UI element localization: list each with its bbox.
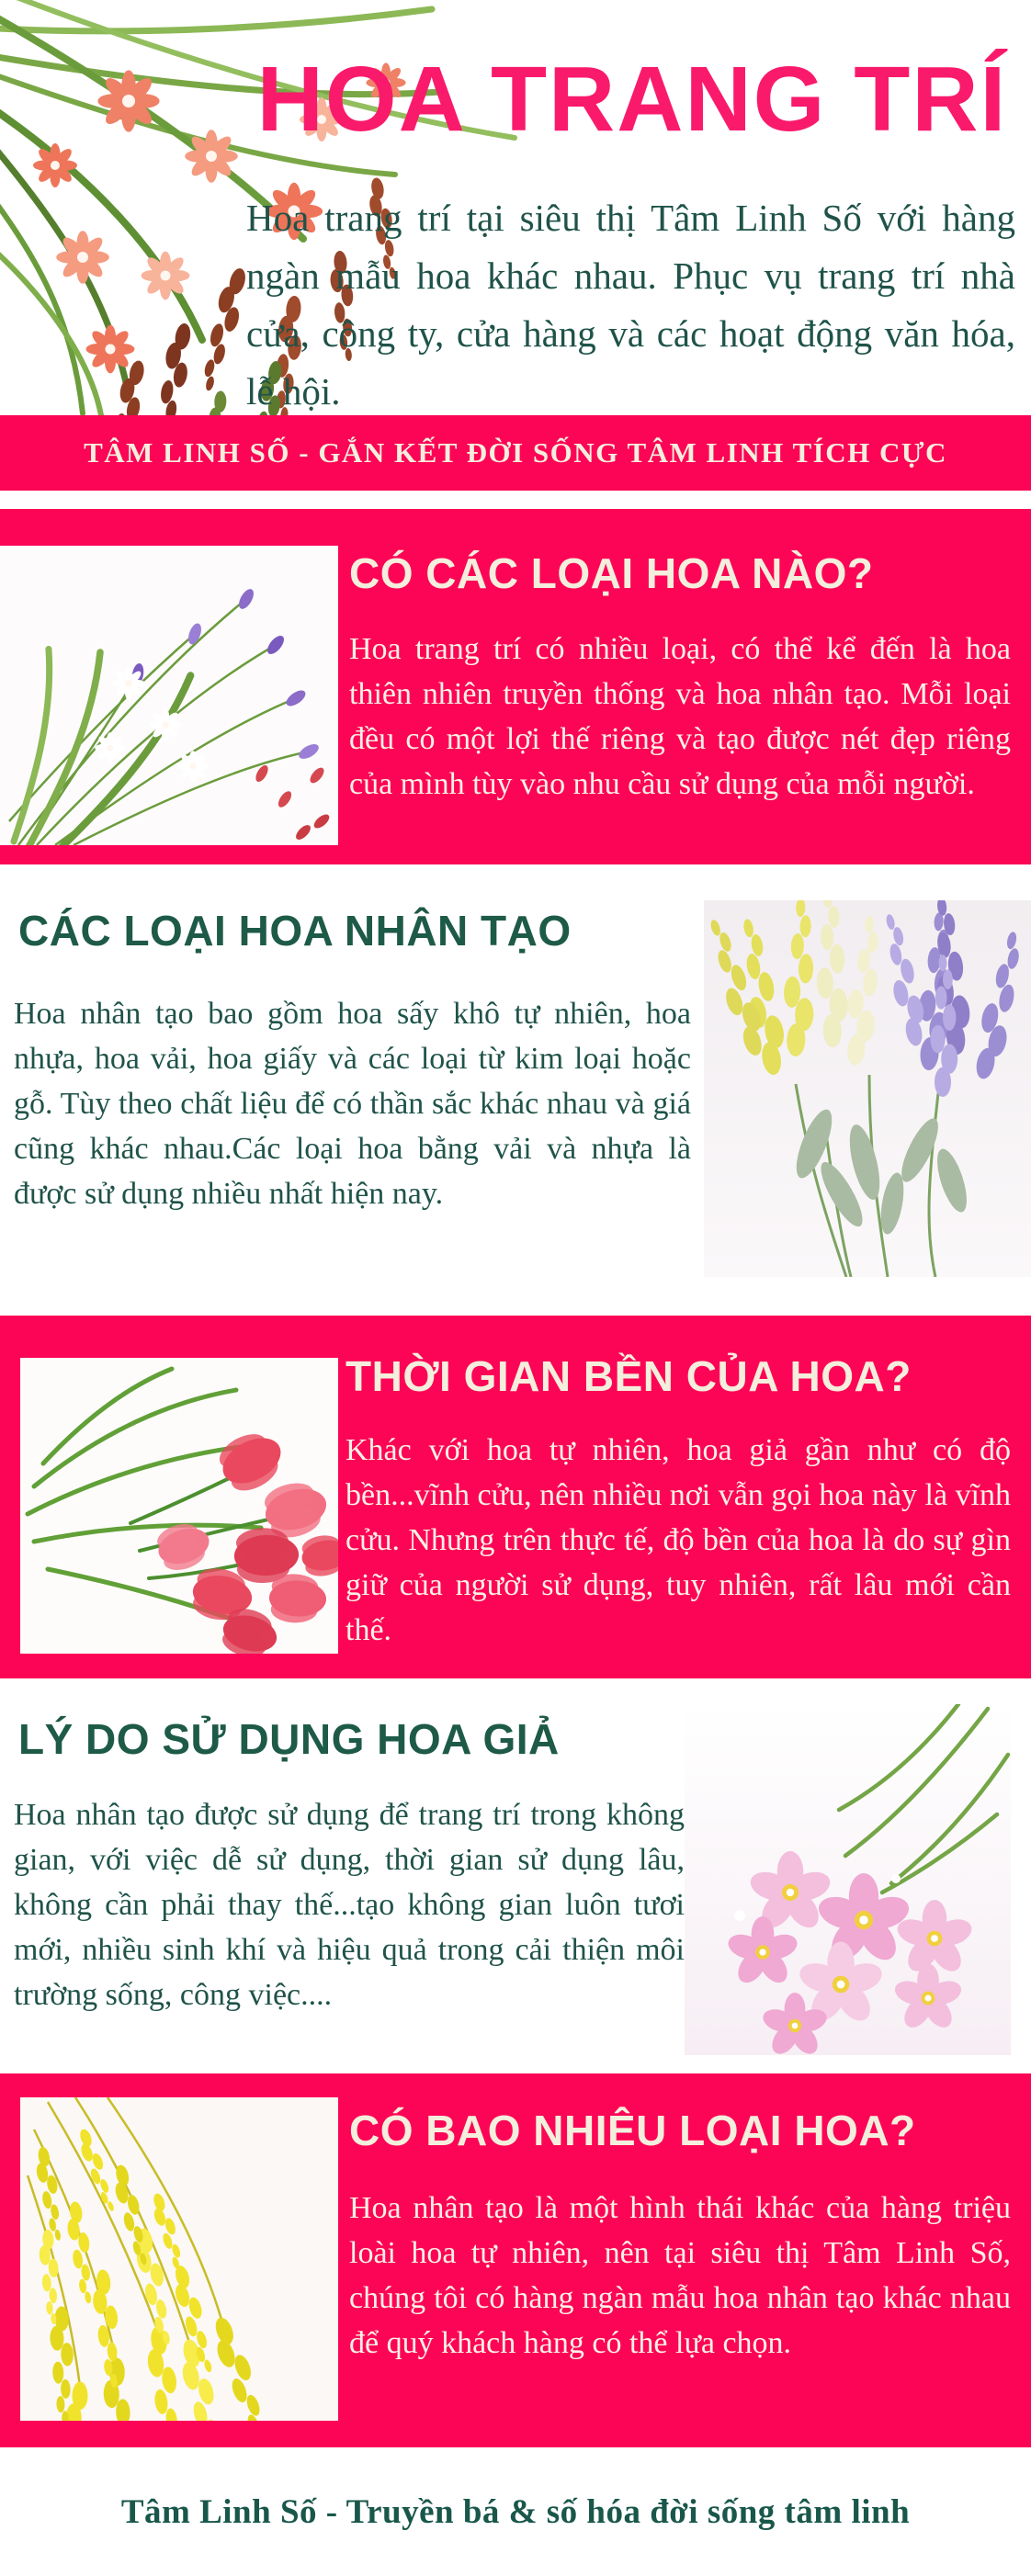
section-title: THỜI GIAN BỀN CỦA HOA? <box>346 1352 912 1400</box>
section-divider <box>0 491 1031 509</box>
lavender-bunches-illustration <box>704 900 1031 1277</box>
wildflower-bouquet-illustration <box>0 546 338 845</box>
yellow-rice-spray-illustration <box>20 2097 338 2421</box>
red-tulip-illustration <box>20 1358 338 1654</box>
pink-orchid-flowers-photo <box>685 1704 1011 2055</box>
purple-red-wildflower-bouquet-photo <box>0 546 338 845</box>
section-reasons <box>0 1678 1031 2073</box>
footer <box>0 2447 1031 2576</box>
yellow-rice-flower-spray-photo <box>20 2097 338 2421</box>
red-tulip-bouquet-photo <box>20 1358 338 1654</box>
slogan-banner <box>0 415 1031 491</box>
section-durability <box>0 1316 1031 1678</box>
section-title: CÓ CÁC LOẠI HOA NÀO? <box>349 549 874 597</box>
slogan-text: TÂM LINH SỐ - GẮN KẾT ĐỜI SỐNG TÂM LINH TÍCH CỰC <box>84 436 947 469</box>
section-artificial-flower-kinds <box>0 864 1031 1316</box>
yellow-purple-lavender-bunches-photo <box>704 900 1031 1277</box>
section-body: Hoa trang trí có nhiều loại, có thể kể đến là hoa thiên nhiên truyền thống và hoa nhân tạo. Mỗi loại đều có một lợi thế riêng và tạo được nét đẹp riêng của mình tùy vào nhu cầu sử dụng của mỗi người. <box>349 632 1011 801</box>
section-title: LÝ DO SỬ DỤNG HOA GIẢ <box>18 1715 560 1763</box>
page-title: HOA TRANG TRÍ <box>256 48 1008 151</box>
section-body: Khác với hoa tự nhiên, hoa giả gần như có độ bền...vĩnh cửu, nên nhiều nơi vẫn gọi hoa này là vĩnh cửu. Nhưng trên thực tế, độ bền của hoa là do sự gìn giữ của người sử dụng, tuy nhiên, rất lâu mới cần thế. <box>346 1433 1011 1647</box>
section-how-many-kinds <box>0 2073 1031 2447</box>
section-flower-types <box>0 509 1031 864</box>
hero-section <box>0 0 1031 415</box>
section-title: CÁC LOẠI HOA NHÂN TẠO <box>18 907 572 955</box>
intro-paragraph: Hoa trang trí tại siêu thị Tâm Linh Số với hàng ngàn mẫu hoa khác nhau. Phục vụ trang trí nhà cửa, công ty, cửa hàng và các hoạt động văn hóa, lễ hội. <box>246 197 1015 412</box>
section-body: Hoa nhân tạo bao gồm hoa sấy khô tự nhiên, hoa nhựa, hoa vải, hoa giấy và các loại từ kim loại hoặc gỗ. Tùy theo chất liệu để có thần sắc khác nhau và giá cũng khác nhau.Các loại hoa bằng vải và nhựa là được sử dụng nhiều nhất hiện nay. <box>14 997 691 1211</box>
section-body: Hoa nhân tạo là một hình thái khác của hàng triệu loài hoa tự nhiên, nên tại siêu thị Tâm Linh Số, chúng tôi có hàng ngàn mẫu hoa nhân tạo khác nhau để quý khách hàng có thể lựa chọn. <box>349 2191 1011 2360</box>
footer-text: Tâm Linh Số - Truyền bá & số hóa đời sống tâm linh <box>120 2492 911 2531</box>
pink-orchid-illustration <box>685 1704 1011 2055</box>
section-title: CÓ BAO NHIÊU LOẠI HOA? <box>349 2107 916 2154</box>
section-body: Hoa nhân tạo được sử dụng để trang trí trong không gian, với việc dễ sử dụng, thời gian sử dụng lâu, không cần phải thay thế...tạo không gian luôn tươi mới, nhiều sinh khí và hiệu quả trong cải thiện môi trường sống, công việc.... <box>14 1798 685 2012</box>
